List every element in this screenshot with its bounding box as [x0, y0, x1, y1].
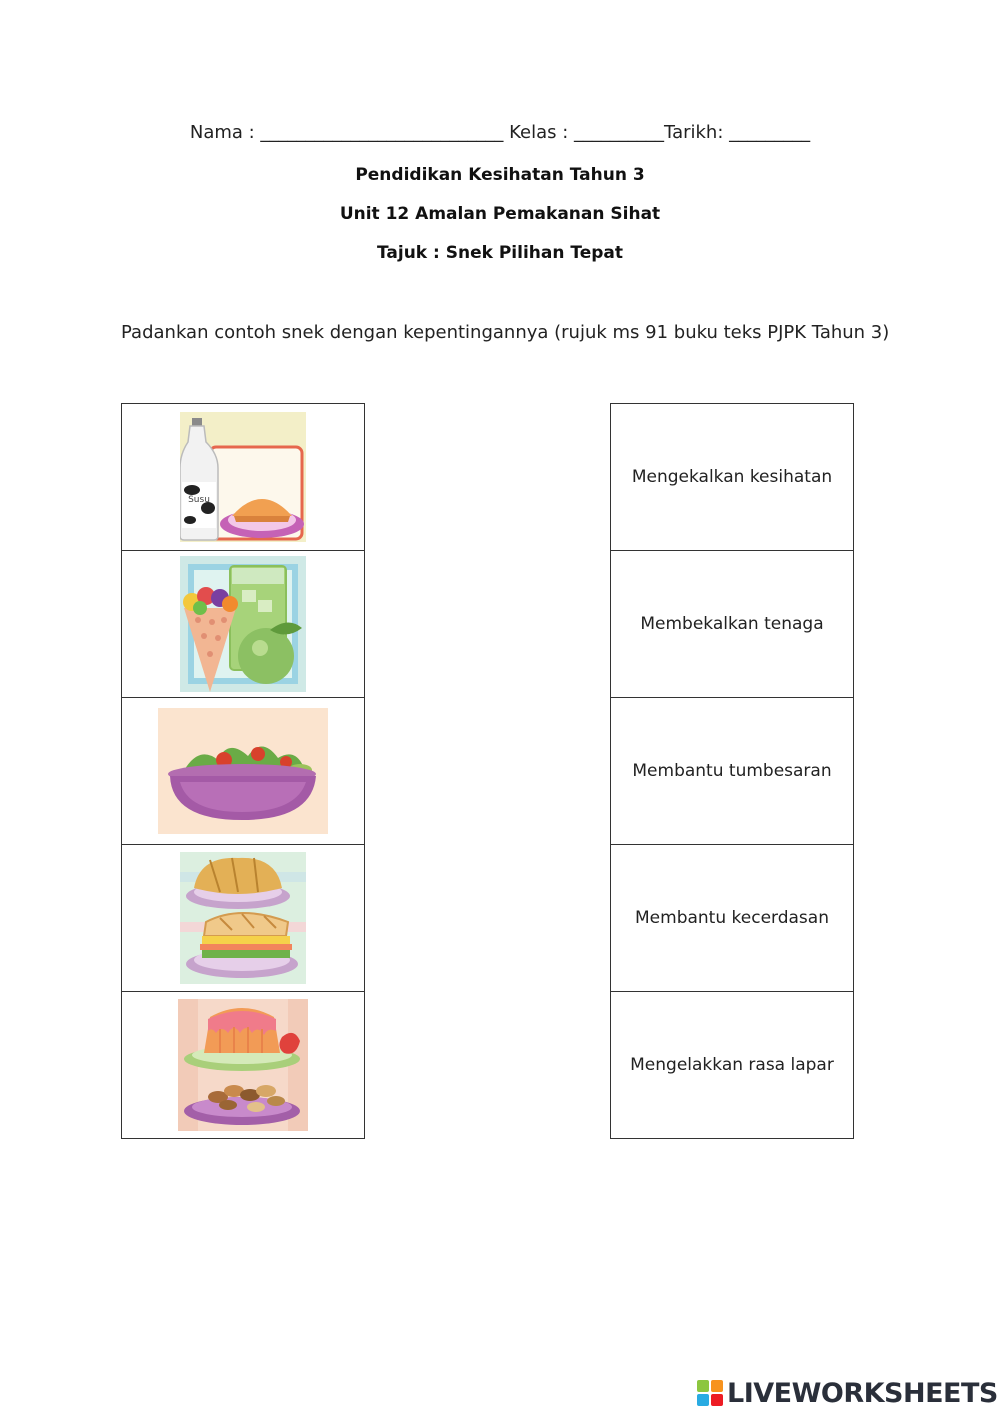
ice-cream-juice-guava-icon: [180, 556, 306, 692]
subject-title: Pendidikan Kesihatan Tahun 3: [355, 165, 645, 185]
importance-cell-5[interactable]: [611, 992, 853, 1138]
salad-bowl-icon: [158, 708, 328, 834]
importance-cell-3[interactable]: [611, 698, 853, 845]
milk-label: Susu: [188, 495, 210, 505]
bread-and-sandwich-icon: [180, 852, 306, 984]
importance-cell-4[interactable]: [611, 845, 853, 992]
student-info-line: Nama : ___________________________ Kelas : __________Tarikh: _________: [189, 122, 811, 143]
snack-cell-3[interactable]: [122, 698, 364, 845]
instruction-text: Padankan contoh snek dengan kepentingannya (rujuk ms 91 buku teks PJPK Tahun 3): [121, 322, 890, 343]
unit-title: Unit 12 Amalan Pemakanan Sihat: [339, 204, 661, 224]
topic-title: Tajuk : Snek Pilihan Tepat: [376, 243, 624, 263]
importance-cell-1[interactable]: [611, 404, 853, 551]
importance-label: Mengelakkan rasa lapar: [630, 1055, 834, 1075]
snack-cell-5[interactable]: [122, 992, 364, 1138]
importance-label: Mengekalkan kesihatan: [631, 467, 833, 487]
snack-cell-1[interactable]: [122, 404, 364, 551]
importance-column: [610, 403, 854, 1139]
importance-cell-2[interactable]: [611, 551, 853, 698]
importance-label: Membekalkan tenaga: [640, 614, 824, 634]
snack-cell-2[interactable]: [122, 551, 364, 698]
liveworksheets-logo: [697, 1376, 998, 1410]
importance-label: Membantu kecerdasan: [635, 908, 829, 928]
snack-picture-column: [121, 403, 365, 1139]
importance-label: Membantu tumbesaran: [632, 761, 832, 781]
liveworksheets-logo-icon: [697, 1380, 723, 1406]
logo-text: LIVEWORKSHEETS: [727, 1377, 998, 1409]
jelly-and-nuts-icon: [178, 999, 308, 1131]
snack-cell-4[interactable]: [122, 845, 364, 992]
milk-and-pie-icon: [180, 412, 306, 542]
